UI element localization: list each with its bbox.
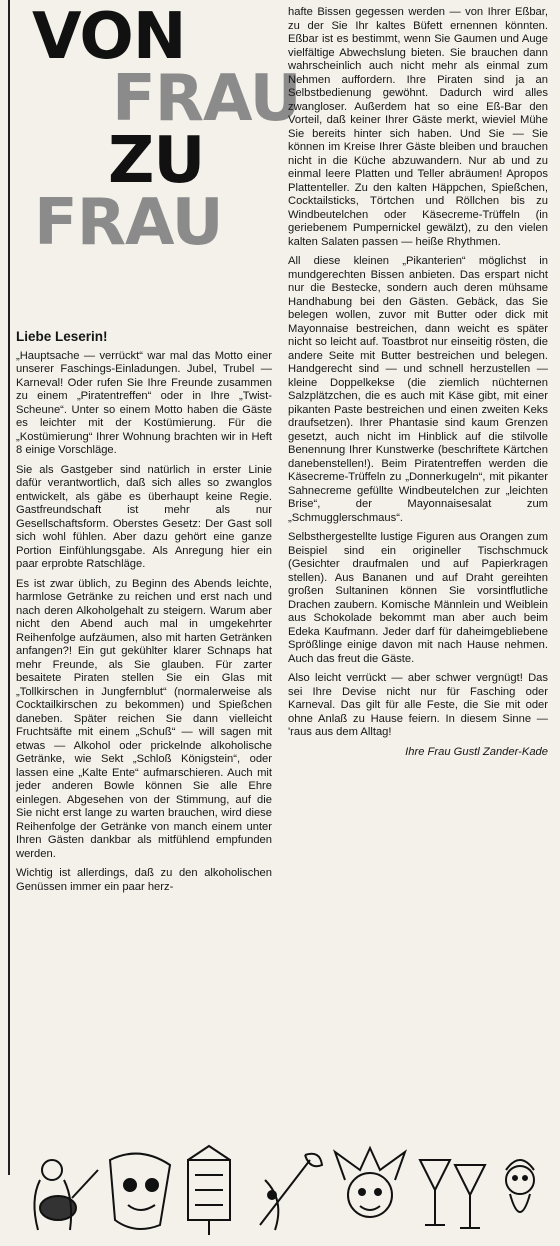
right-text-column [288,6,548,765]
author-signature: Ihre Frau Gustl Zander-Kade [405,745,548,758]
greeting: Liebe Leserin! [16,329,108,344]
lady-face-drawing [506,1160,534,1212]
paragraph: Selbsthergestellte lustige Figuren aus Orangen zum Beispiel sind ein origineller Tischschmuck (Gesichter draufmalen und auf Papierkragen stellen). Aus Bananen und auf Draht gereihten großen Sultaninen können Sie vorsintflutliche Drachen zaubern. Komische Männlein und Weiblein aus Schokolade bekommt man aber auch beim Edeka Kaufmann. Jeder darf für daheimgebliebene Sprößlinge einige davon mit nach Hause nehmen. Auch das freut die Gäste. [288,531,548,665]
paragraph: Also leicht verrückt — aber schwer vergnügt! Das sei Ihre Devise nicht nur für Fasching oder Karneval. Das gilt für alle Feste, die Sie mit oder ohne Anlaß zu Hause feiern. In diesem Sinne — 'raus aus dem Alltag! [288,672,548,738]
left-border-line [8,0,10,1175]
pirate-mask-drawing [110,1154,170,1229]
paragraph: Es ist zwar üblich, zu Beginn des Abends leichte, harmlose Getränke zu reichen und erst nach und nach deren Alkoholgehalt zu steigern. Warum aber nicht den Abend auch mal in umgekehrter Reihenfolge aufzäumen, also mit harten Getränken anfangen?! Ein gut gekühlter klarer Schnaps hat mehr Freunde, als Sie glauben. Für zarter besaitete Piraten stellen Sie ein Glas mit „Tollkirschen in Jungfernblut“ (normalerweise als Cocktailkirschen zu bekommen) und Spießchen daneben. Später reichen Sie dann vielleicht Fruchtsäfte mit einem „Schuß“ — will sagen mit etwas — Alkohol oder prickelnde alkoholische Getränke, wie Sekt „Schloß Königstein“, oder lassen eine „Kalte Ente“ aufmarschieren. Auch mit jeder anderen Bowle können Sie alle Ehre einlegen. Abgesehen von der Stimmung, auf die Sie nicht erst lange zu warten brauchen, wird diese Reihenfolge der Getränke von manch einem unter Ihren Gästen dankbar als mitfühlend empfunden werden. [16,577,272,860]
carnival-illustration-strip [10,1140,555,1240]
lantern-drawing [188,1146,230,1235]
paragraph: Sie als Gastgeber sind natürlich in erster Linie dafür verantwortlich, daß sich alles so zwanglos entwickelt, als gäbe es überhaupt keine Regie. Gastfreundschaft ist mehr als nur Gesellschaftsform. Oberstes Gesetz: Der Gast soll sich wohl fühlen. Aber dazu gehört eine ganze Portion Einfühlungsgabe. Als Anregung hier ein paar erprobte Ratschläge. [16,463,272,570]
left-text-column [16,330,272,900]
paragraph: All diese kleinen „Pikanterien“ möglichst in mundgerechten Bissen anbieten. Das erspart nicht nur die Bestecke, sondern auch deren mühsame Handhabung bei den Gästen. Gebäck, das Sie belegen wollen, zuvor mit Butter oder dick mit Mayonnaise bestreichen, dann weicht es später nicht so leicht auf. Toastbrot nur einseitig rösten, die andere Seite mit Butter bestreichen und belegen. Handgerecht sind — und schnell herzustellen — kleine Doppelkekse (die ziemlich nüchternen Salzplätzchen, die es auch mit Käse gibt, mit einer pikanten Paste bestreichen und einen zweiten Keks draufsetzen). Ihrer Phantasie sind kaum Grenzen gesetzt, auch nicht im Hinblick auf die stilvolle Benennung Ihrer Kunstwerke (beschriftete Kärtchen danebenstellen!). Beim Piratentreffen werden die Käsecreme-Trüffeln zu „Donnerkugeln“, mit pikanter Sahnecreme gefüllte Windbeutelchen zur „leichten Brise“, der Mayonnaisesalat zum „Schmugglerschmaus“. [288,255,548,524]
title-line-zu: ZU [108,124,205,198]
trumpet-drawing [260,1154,322,1230]
paragraph: hafte Bissen gegessen werden — von Ihrer Eßbar, zu der Sie Ihr kaltes Büfett ernennen könnten. Eßbar ist es bestimmt, wenn Sie Gaumen und Auge vielfältige Abwechslung bieten. Sie brauchen dann wahrscheinlich auch nicht mehr als einmal zum Nehmen auffordern. Ihre Piraten sind ja an Selbstbedienung gewöhnt. Dadurch wird alles zwangloser. Außerdem hat so eine Eß-Bar den Vorteil, daß keiner Ihrer Gäste merkt, wieviel Mühe Sie bereits hinter sich haben. Und Sie — Sie können im Kreise Ihrer Gäste bleiben und brauchen nicht in die Küche abzuwandern. Nur ab und zu einmal leere Platten und Teller abräumen! Apropos Plattenteller. Zu den kalten Häppchen, Spießchen, Cocktailsticks, Törtchen und Röllchen bis zu Windbeutelchen oder Käsecreme-Trüffeln (in geriebenem Pumpernickel gewälzt), zu den vielen kalten Salaten passen — heiße Rhythmen. [288,6,548,248]
paragraph: „Hauptsache — verrückt“ war mal das Motto einer unserer Faschings-Einladungen. Jubel, Trubel — Karneval! Oder rufen Sie Ihre Freunde zusammen zu einem „Piratentreffen“ oder in Ihre „Twist-Scheune“. Unter so einem Motto haben die Gäste es leichter mit der Kostümierung. Für die „Kostümierung“ Ihrer Wohnung brachten wir in Heft 8 einige Vorschläge. [16,349,272,456]
champagne-glasses-drawing [420,1160,485,1228]
title-line-frau-1: FRAU [112,62,301,136]
lute-player-drawing [34,1160,98,1230]
title-line-frau-2: FRAU [34,186,223,260]
jester-head-drawing [335,1148,405,1217]
paragraph: Wichtig ist allerdings, daß zu den alkoholischen Genüssen immer ein paar herz- [16,867,272,893]
article-title [28,0,301,260]
title-line-von: VON [32,0,186,74]
